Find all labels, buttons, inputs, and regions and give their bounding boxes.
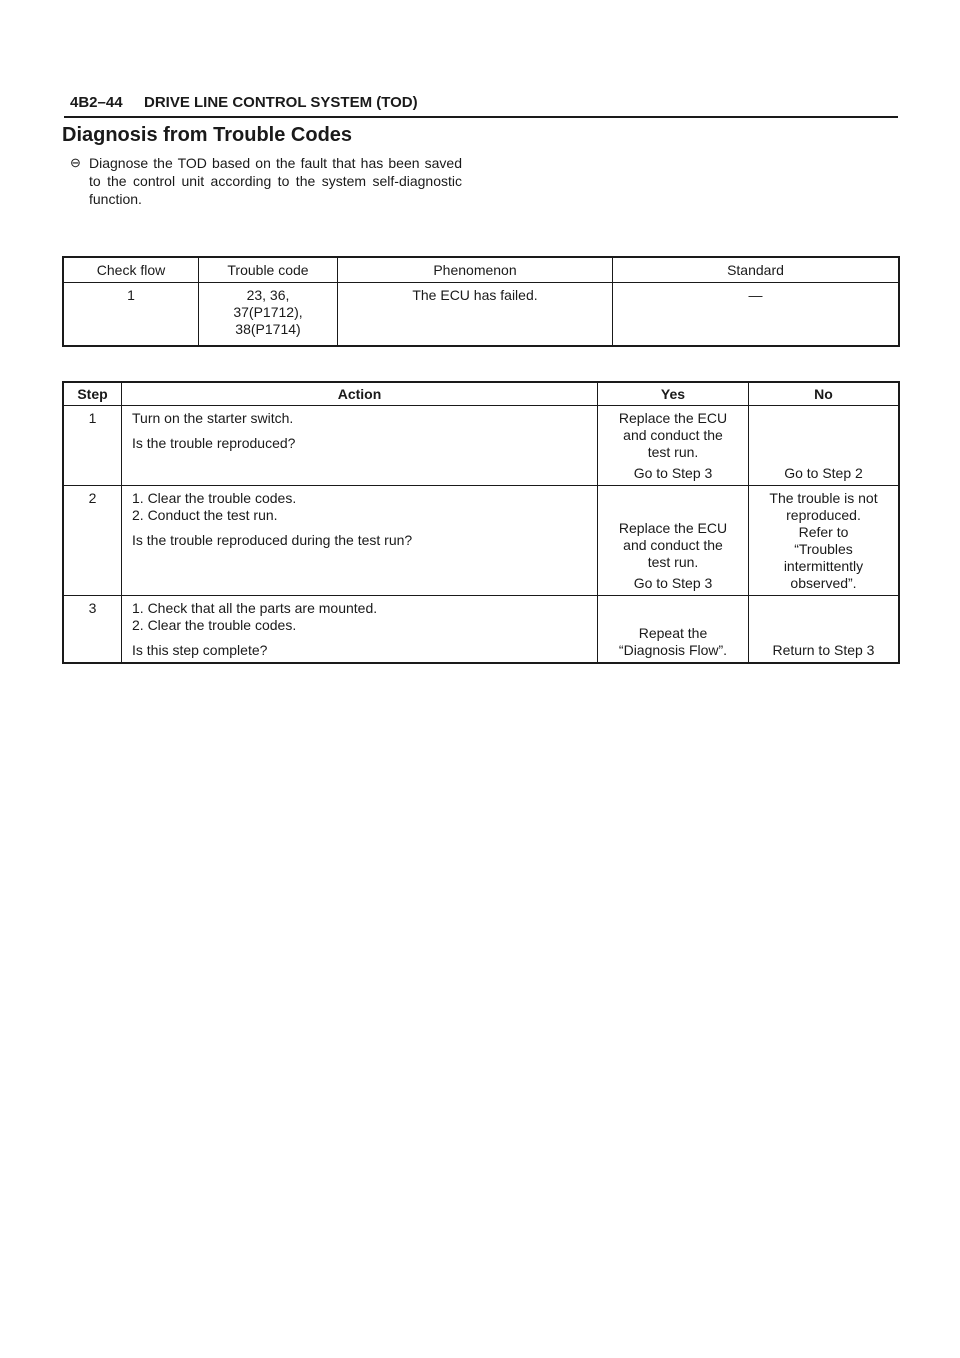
step-number: 2 xyxy=(63,486,122,596)
no-goto: Go to Step 2 xyxy=(784,465,863,481)
no-line: intermittently xyxy=(783,558,864,574)
no-goto: Return to Step 3 xyxy=(772,642,875,658)
column-header: Yes xyxy=(598,382,749,406)
yes-line: Replace the ECU xyxy=(618,410,728,426)
yes-line: Replace the ECU xyxy=(618,520,728,536)
yes-goto: Go to Step 3 xyxy=(633,465,713,481)
check-flow-cell: 1 xyxy=(63,283,199,347)
step-number: 1 xyxy=(63,406,122,486)
diagnosis-steps-table xyxy=(62,381,900,664)
yes-goto: Go to Step 3 xyxy=(633,575,713,591)
column-header: No xyxy=(749,382,900,406)
no-line: Refer to xyxy=(798,524,849,540)
column-header: Standard xyxy=(613,257,900,283)
no-line: “Troubles xyxy=(794,541,853,557)
intro-paragraph xyxy=(70,154,462,208)
page-title: Diagnosis from Trouble Codes xyxy=(62,124,353,146)
yes-line: test run. xyxy=(647,554,699,570)
section-title: DRIVE LINE CONTROL SYSTEM (TOD) xyxy=(144,94,418,111)
no-cell xyxy=(749,406,900,486)
column-header: Step xyxy=(63,382,122,406)
yes-cell xyxy=(598,406,749,486)
page-header xyxy=(64,92,898,118)
table-header-row xyxy=(63,382,899,406)
table-row xyxy=(63,486,899,596)
trouble-code-line: 38(P1714) xyxy=(235,321,301,337)
action-cell xyxy=(122,596,598,664)
action-line: 1. Check that all the parts are mounted. xyxy=(132,600,378,616)
bullet-icon: ⊖ xyxy=(70,155,81,170)
column-header: Phenomenon xyxy=(338,257,613,283)
yes-line: and conduct the xyxy=(623,427,723,443)
table-row xyxy=(63,596,899,664)
trouble-code-cell xyxy=(199,283,338,347)
yes-line: and conduct the xyxy=(623,537,723,553)
trouble-code-table xyxy=(62,256,900,347)
action-line: 1. Clear the trouble codes. xyxy=(132,490,297,506)
phenomenon-cell: The ECU has failed. xyxy=(338,283,613,347)
trouble-code-line: 23, 36, xyxy=(246,287,290,303)
column-header: Check flow xyxy=(63,257,199,283)
trouble-code-line: 37(P1712), xyxy=(233,304,303,320)
no-line: observed”. xyxy=(790,575,857,591)
table-row xyxy=(63,406,899,486)
yes-cell xyxy=(598,596,749,664)
yes-cell xyxy=(598,486,749,596)
page-number: 4B2–44 xyxy=(70,94,123,111)
action-cell xyxy=(122,406,598,486)
table-header-row xyxy=(63,257,899,283)
action-line: Turn on the starter switch. xyxy=(132,410,294,426)
action-question: Is this step complete? xyxy=(132,642,268,658)
no-line: reproduced. xyxy=(786,507,861,523)
column-header: Trouble code xyxy=(199,257,338,283)
action-cell xyxy=(122,486,598,596)
intro-text: Diagnose the TOD based on the fault that has been saved to the control unit according to the system self-diagnostic function. xyxy=(89,155,462,207)
step-number: 3 xyxy=(63,596,122,664)
no-line: The trouble is not xyxy=(769,490,878,506)
table-row xyxy=(63,283,899,347)
yes-line: “Diagnosis Flow”. xyxy=(618,642,728,658)
no-cell xyxy=(749,486,900,596)
action-question: Is the trouble reproduced during the test run? xyxy=(132,532,413,548)
action-line: 2. Clear the trouble codes. xyxy=(132,617,297,633)
action-line: 2. Conduct the test run. xyxy=(132,507,278,523)
yes-line: test run. xyxy=(647,444,699,460)
column-header: Action xyxy=(122,382,598,406)
yes-line: Repeat the xyxy=(638,625,708,641)
standard-cell: — xyxy=(613,283,900,347)
no-cell xyxy=(749,596,900,664)
action-question: Is the trouble reproduced? xyxy=(132,435,296,451)
